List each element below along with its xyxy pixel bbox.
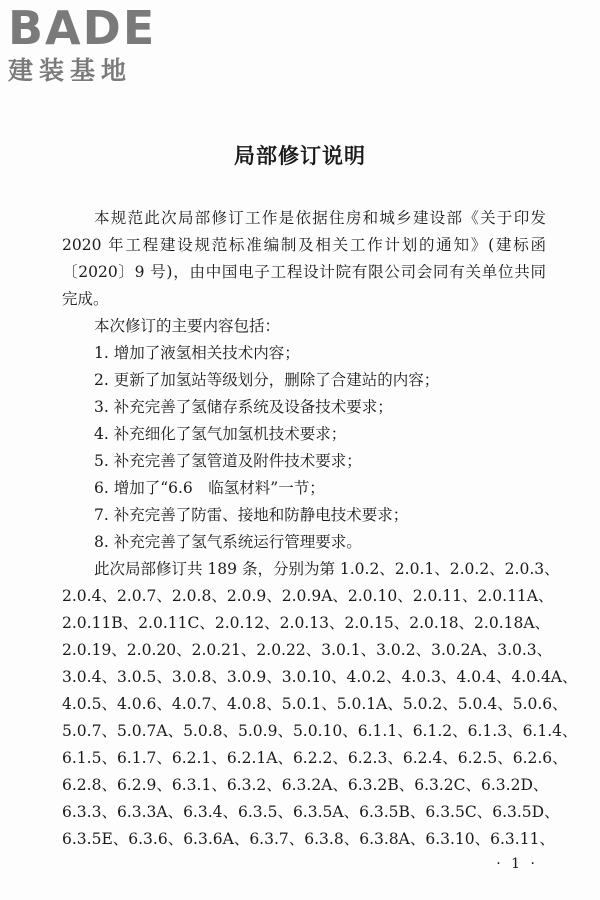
page-title: 局部修订说明: [234, 144, 366, 168]
articles-line: 6.3.3、6.3.3A、6.3.4、6.3.5、6.3.5A、6.3.5B、6.3.5C、6.3.5D、: [62, 803, 560, 821]
intro-line: 〔2020〕9 号)，由中国电子工程设计院有限公司会同有关单位共同: [62, 263, 546, 281]
revision-item: 5. 补充完善了氢管道及附件技术要求；: [94, 452, 362, 470]
page-number: · 1 ·: [496, 856, 538, 872]
revision-item: 3. 补充完善了氢储存系统及设备技术要求；: [94, 398, 393, 416]
articles-line: 6.1.5、6.1.7、6.2.1、6.2.1A、6.2.2、6.2.3、6.2.4、6.2.5、6.2.6、: [62, 749, 568, 767]
articles-line: 2.0.11B、2.0.11C、2.0.12、2.0.13、2.0.15、2.0.18、2.0.18A、: [62, 614, 551, 632]
revision-item: 1. 增加了液氢相关技术内容；: [94, 344, 300, 362]
logo-mark: BADE: [8, 1, 157, 55]
items-heading: 本次修订的主要内容包括：: [94, 317, 281, 335]
articles-line: 4.0.5、4.0.6、4.0.7、4.0.8、5.0.1、5.0.1A、5.0.2、5.0.4、5.0.6、: [62, 695, 568, 713]
articles-line: 6.3.5E、6.3.6、6.3.6A、6.3.7、6.3.8、6.3.8A、6.3.10、6.3.11、: [62, 830, 555, 848]
articles-line: 6.2.8、6.2.9、6.3.1、6.3.2、6.3.2A、6.3.2B、6.3.2C、6.3.2D、: [62, 776, 549, 794]
articles-line: 2.0.4、2.0.7、2.0.8、2.0.9、2.0.9A、2.0.10、2.0.11、2.0.11A、: [62, 587, 554, 605]
intro-line: 2020 年工程建设规范标准编制及相关工作计划的通知》(建标函: [62, 236, 546, 254]
articles-line: 5.0.7、5.0.7A、5.0.8、5.0.9、5.0.10、6.1.1、6.1.2、6.1.3、6.1.4、: [62, 722, 578, 740]
revision-item: 7. 补充完善了防雷、接地和防静电技术要求；: [94, 506, 409, 524]
articles-line: 3.0.4、3.0.5、3.0.8、3.0.9、3.0.10、4.0.2、4.0.3、4.0.4、4.0.4A、: [62, 668, 578, 686]
revision-item: 6. 增加了“6.6 临氢材料”一节；: [94, 479, 325, 497]
logo-subtitle: 建装基地: [8, 56, 133, 85]
articles-line: 此次局部修订共 189 条，分别为第 1.0.2、2.0.1、2.0.2、2.0.3、: [94, 560, 560, 578]
intro-line: 本规范此次局部修订工作是依据住房和城乡建设部《关于印发: [94, 209, 546, 227]
articles-line: 2.0.19、2.0.20、2.0.21、2.0.22、3.0.1、3.0.2、3.0.2A、3.0.3、: [62, 641, 553, 659]
bade-logo: [8, 1, 178, 86]
revision-item: 2. 更新了加氢站等级划分，删除了合建站的内容；: [94, 371, 440, 389]
document-body: [62, 205, 578, 853]
revision-item: 8. 补充完善了氢气系统运行管理要求。: [94, 533, 362, 551]
revision-item: 4. 补充细化了氢气加氢机技术要求；: [94, 425, 347, 443]
intro-line: 完成。: [62, 290, 109, 308]
